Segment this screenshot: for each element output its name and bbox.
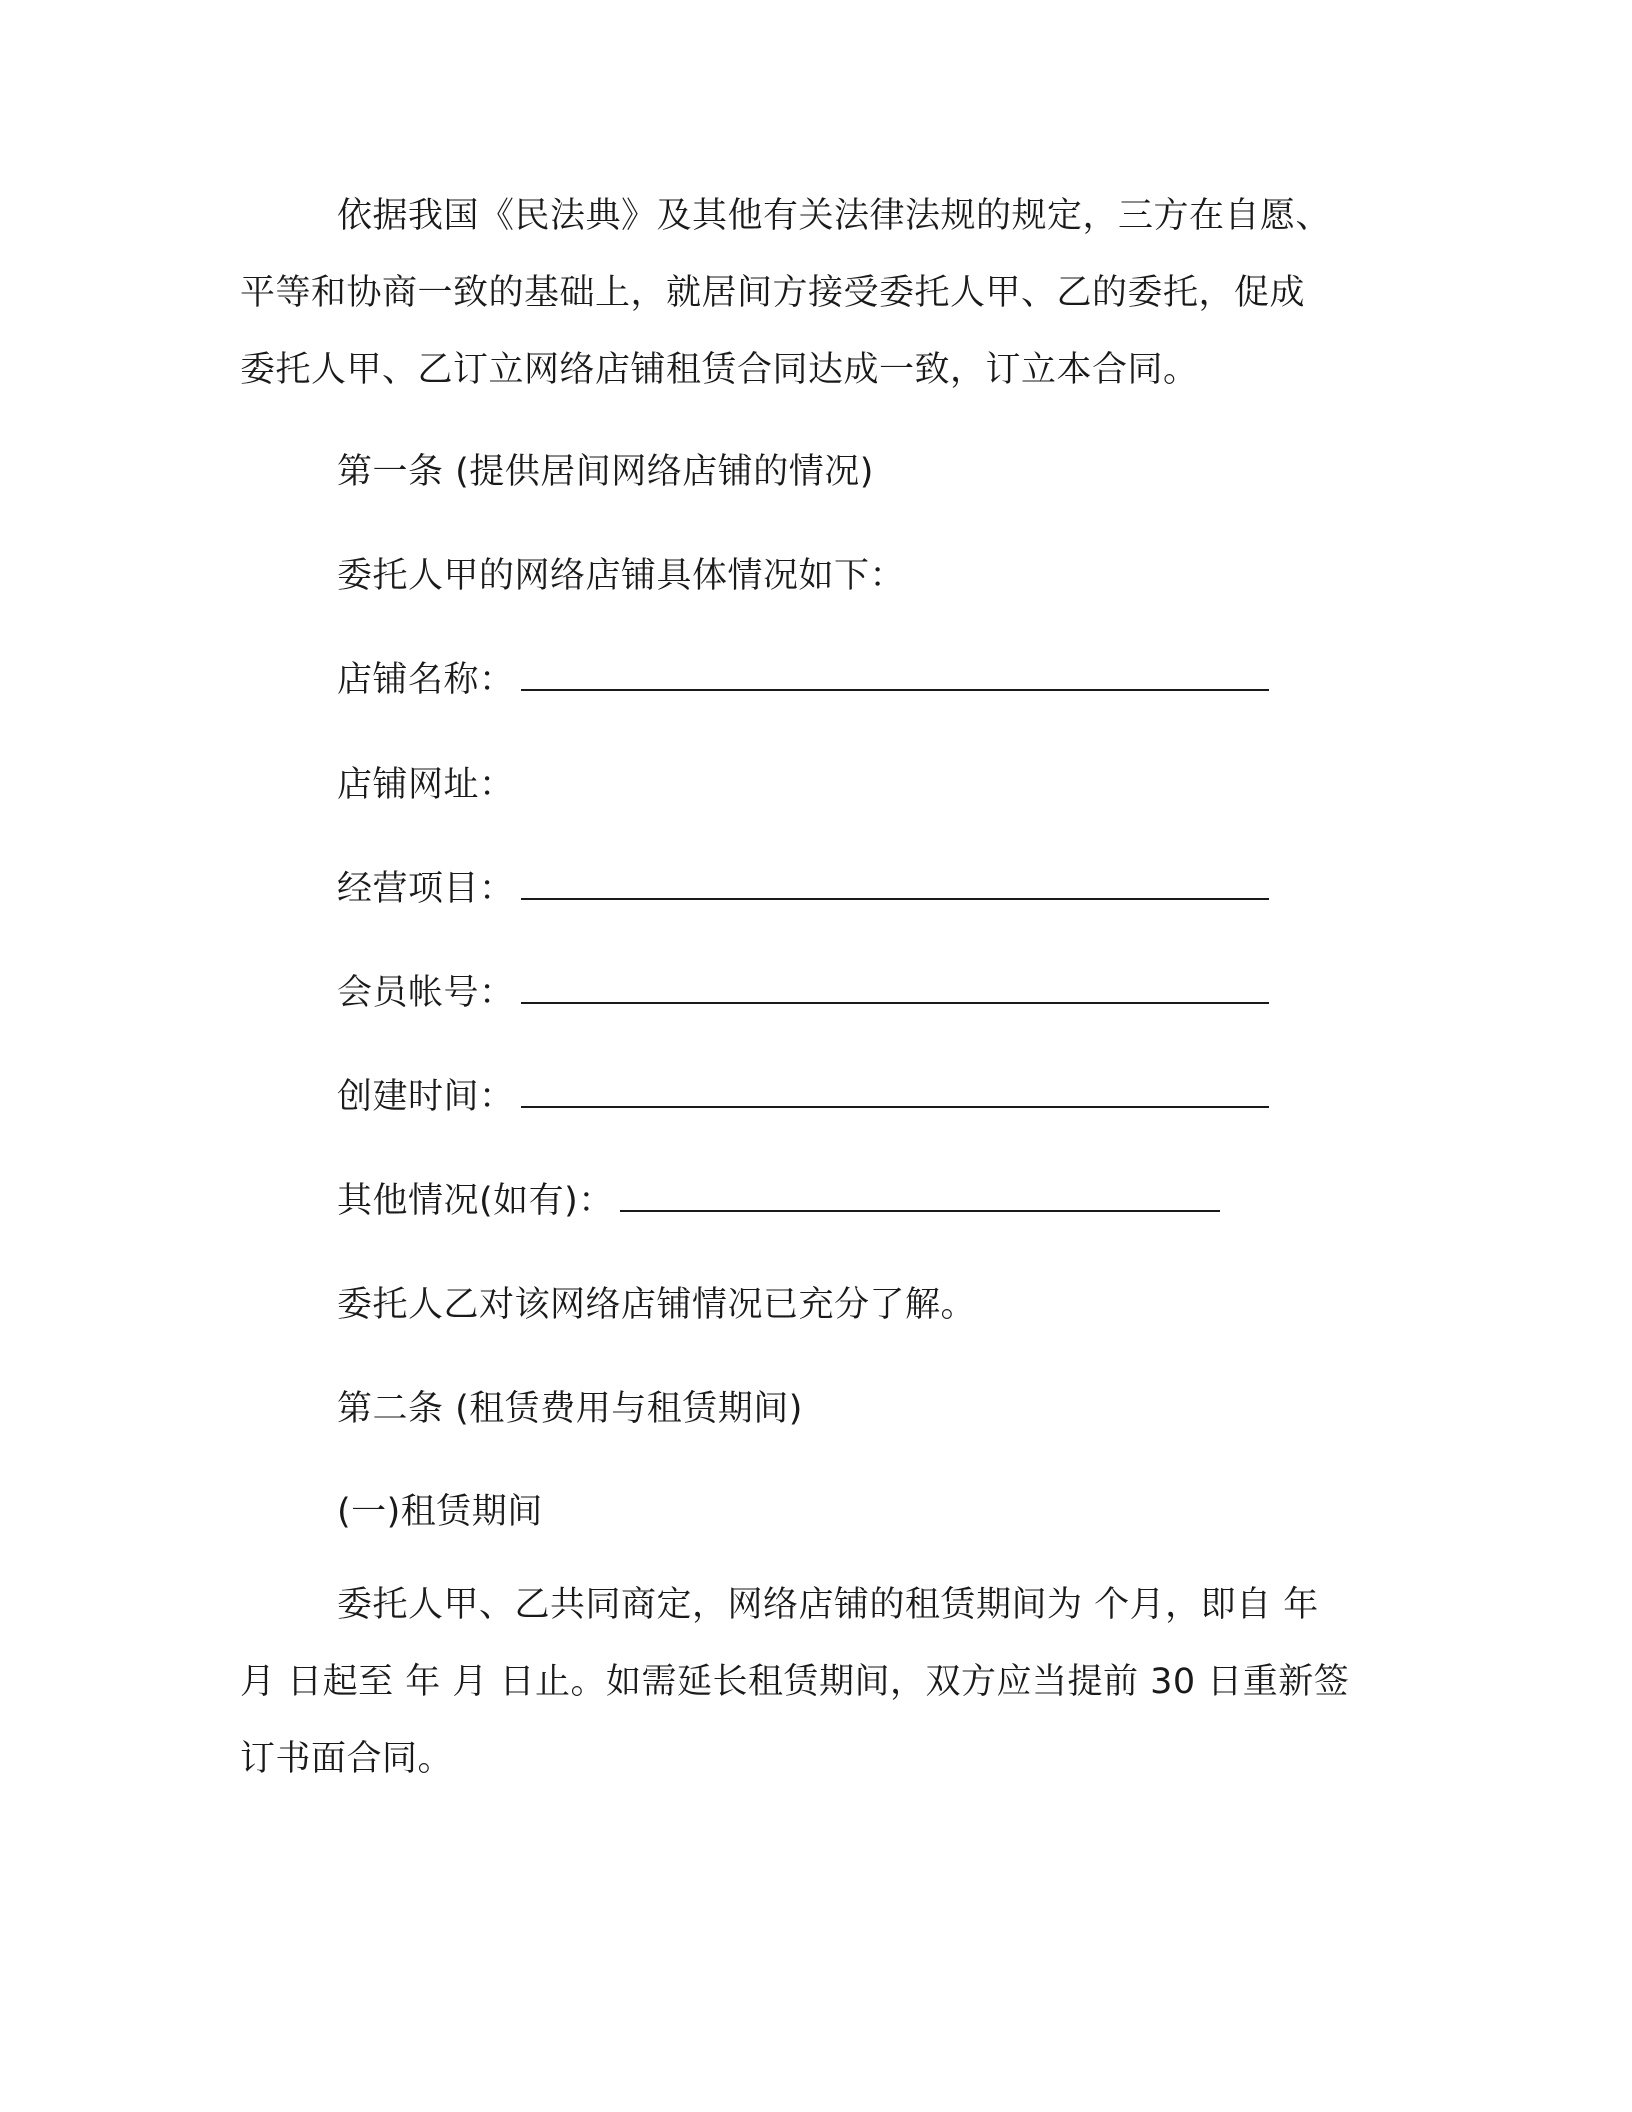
field-business-scope: [337, 864, 1269, 914]
field-label: 店铺网址：: [337, 765, 515, 805]
article-2-heading: 第二条 (租赁费用与租赁期间): [337, 1389, 803, 1429]
field-other-info: [337, 1176, 1220, 1226]
shop-name-blank[interactable]: [521, 655, 1269, 691]
lease-line: 订书面合同。: [240, 1739, 454, 1779]
member-account-blank[interactable]: [521, 968, 1269, 1004]
article-1-lead: 委托人甲的网络店铺具体情况如下：: [337, 556, 906, 596]
field-shop-url: [337, 760, 515, 810]
intro-line: 依据我国《民法典》及其他有关法律法规的规定，三方在自愿、: [337, 196, 1332, 236]
intro-line: 委托人甲、乙订立网络店铺租赁合同达成一致，订立本合同。: [240, 350, 1199, 390]
other-info-blank[interactable]: [620, 1176, 1220, 1212]
field-label: 创建时间：: [337, 1077, 515, 1117]
field-label: 经营项目：: [337, 869, 515, 909]
article-1-closing: 委托人乙对该网络店铺情况已充分了解。: [337, 1285, 977, 1325]
field-member-account: [337, 968, 1269, 1018]
field-creation-time: [337, 1072, 1269, 1122]
lease-line: 月 日起至 年 月 日止。如需延长租赁期间，双方应当提前 30 日重新签: [240, 1662, 1350, 1702]
lease-line: 委托人甲、乙共同商定，网络店铺的租赁期间为 个月，即自 年: [337, 1585, 1319, 1625]
intro-paragraph: [240, 178, 1390, 409]
field-label: 其他情况(如有)：: [337, 1181, 614, 1221]
lease-period-paragraph: [240, 1567, 1390, 1798]
article-2-subheading: (一)租赁期间: [337, 1492, 543, 1532]
field-label: 店铺名称：: [337, 660, 515, 700]
article-1-heading: 第一条 (提供居间网络店铺的情况): [337, 452, 874, 492]
business-scope-blank[interactable]: [521, 864, 1269, 900]
creation-time-blank[interactable]: [521, 1072, 1269, 1108]
field-label: 会员帐号：: [337, 973, 515, 1013]
intro-line: 平等和协商一致的基础上，就居间方接受委托人甲、乙的委托，促成: [240, 273, 1306, 313]
field-shop-name: [337, 655, 1269, 705]
